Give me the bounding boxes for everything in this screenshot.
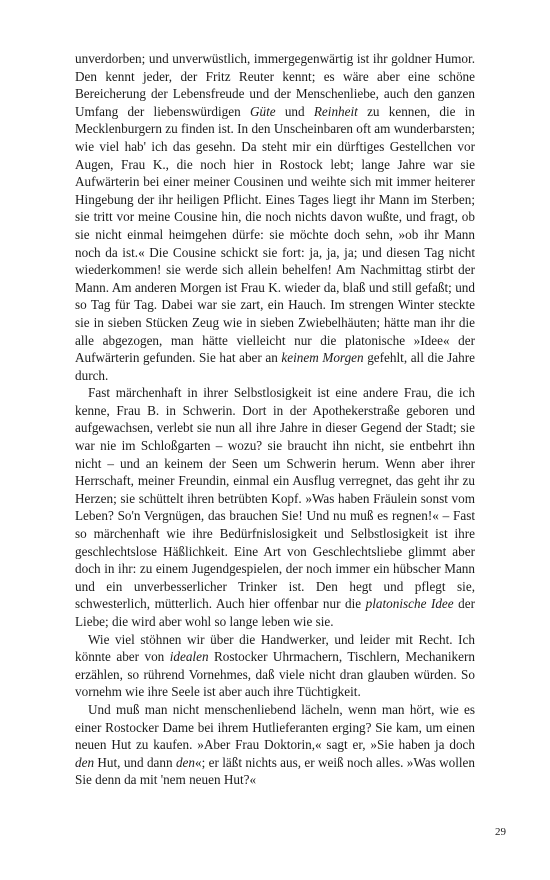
italic-run: Güte: [249, 103, 276, 119]
italic-run: platonische Idee: [365, 596, 454, 612]
paragraph: [75, 701, 475, 789]
italic-run: Reinheit: [313, 103, 358, 119]
text-run: «; er läßt nichts aus, er weiß noch alles. »Was wollen Sie denn da mit 'nem neuen Hut?«: [75, 754, 475, 788]
text-run: Rostocker Uhrmachern, Tischlern, Mechanikern erzählen, so rührend Vornehmes, daß viele nicht dran glauben würden. So vornehm wie ihre Seele ist aber auch ihre Tüchtigkeit.: [75, 649, 475, 700]
paragraph: [75, 50, 475, 384]
italic-run: keinem Morgen: [281, 350, 364, 366]
text-run: Fast märchenhaft in ihrer Selbstlosigkeit ist eine andere Frau, die ich kenne, Frau B. in Schwerin. Dort in der Apothekerstraße geboren und aufgewachsen, verlebt sie nun all ihre Jahre in dieser Gegend der Stadt; sie war nie im Schloßgarten – wozu? sie braucht ihn nicht, sie entbehrt ihn nicht – und an keinem der Seen um Schwerin herum. Wenn aber ihrer Herrschaft, meiner Freundin, einmal ein Ausflug verregnet, das geht ihr zu Herzen; sie schüttelt ihren betrübten Kopf. »Was haben Fräulein sonst vom Leben? So'n Vergnügen, das brauchen Sie! Und nu muß es regnen!« – Fast so märchenhaft wie ihre Bedürfnislosigkeit und Selbstlosigkeit ist ihre geschlechtslose Häßlichkeit. Eine Art von Geschlechtsliebe glimmt aber doch in ihr: zu einem Jugendgespielen, der noch immer ein hübscher Mann und ein unverbesserlicher Trinker ist. Den hegt und pflegt sie, schwesterlich, mütterlich. Auch hier offenbar nur die: [75, 385, 475, 612]
italic-run: idealen: [169, 649, 209, 665]
page-number: 29: [495, 826, 506, 838]
paragraph: [75, 384, 475, 630]
body-text: [75, 50, 475, 789]
text-run: und: [275, 103, 314, 119]
text-run: unverdorben; und unverwüstlich, immergegenwärtig ist ihr goldner Humor. Den kennt jeder, der Fritz Reuter kennt; es wäre aber eine schöne Bereicherung der Lebensfreude und der Menschenliebe, auch den ganzen Umfang der liebenswürdigen: [75, 51, 475, 119]
text-run: Und muß man nicht menschenliebend lächeln, wenn man hört, wie es einer Rostocker Dame bei ihrem Hutlieferanten erging? Sie kam, um einen neuen Hut zu kaufen. »Aber Frau Doktorin,« sagt er, »Sie haben ja doch: [75, 701, 475, 753]
italic-run: den: [175, 754, 195, 770]
text-run: Hut, und dann: [94, 754, 176, 770]
text-run: zu kennen, die in Mecklenburgern zu finden ist. In den Unscheinbaren oft am wunderbarsten; wie viel hab' ich das gesehn. Da steht mir ein dürftiges Gestellchen vor Augen, Frau K., die noch hier in Rostock lebt; lange Jahre war sie Aufwärterin bei einer meiner Cousinen und weihte sich mit immer heiterer Hingebung der ihr heiligen Pflicht. Eines Tages liegt ihr Mann im Sterben; sie tritt vor meine Cousine hin, die noch nichts davon wußte, und fragt, ob sie nicht einmal heimgehen dürfe: sie möchte doch sehn, »ob ihr Mann noch da ist.« Die Cousine schickt sie fort: ja, ja, ja; und diesen Tag nicht wiederkommen! sie werde sich allein behelfen! Am Nachmittag stirbt der Mann. Am anderen Morgen ist Frau K. wieder da, blaß und still gefaßt; und so Tag für Tag. Dabei war sie zart, ein Hauch. Im strengen Winter steckte sie in sieben Stücken Zeug wie in sieben Zwiebelhäuten; hätte man ihr die alle abgezogen, man hätte vielleicht nur die platonische »Idee« der Aufwärterin gefunden. Sie hat aber an: [75, 103, 476, 366]
paragraph: [75, 631, 475, 701]
text-run: Wie viel stöhnen wir über die Handwerker, und leider mit Recht. Ich könnte aber von: [75, 631, 475, 665]
text-run: der Liebe; die wird aber wohl so lange leben wie sie.: [75, 596, 475, 629]
italic-run: den: [75, 754, 95, 770]
text-run: gefehlt, all die Jahre durch.: [75, 350, 475, 383]
